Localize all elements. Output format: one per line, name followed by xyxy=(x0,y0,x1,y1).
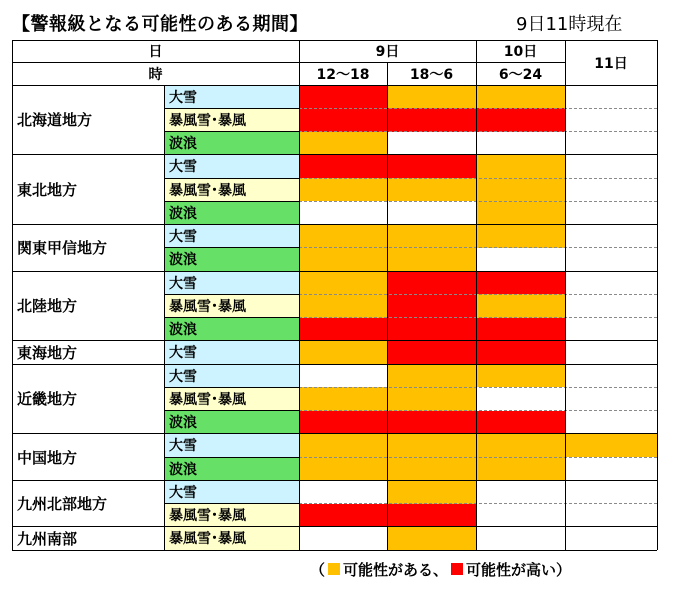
level-cell-possible xyxy=(565,434,657,457)
legend-possible-label: 可能性がある、 xyxy=(343,560,449,579)
time-column-divider xyxy=(387,62,388,550)
phenomenon-divider xyxy=(164,108,299,109)
level-cell-none xyxy=(565,178,657,201)
label-area-divider xyxy=(299,40,300,550)
level-cell-none xyxy=(476,387,565,410)
level-cell-none xyxy=(299,527,387,550)
level-cell-high xyxy=(299,504,387,527)
phenomenon-label: 暴風雪･暴風 xyxy=(164,178,299,201)
level-cell-none xyxy=(565,341,657,364)
header xyxy=(0,0,680,40)
level-cell-high xyxy=(299,318,387,341)
level-cell-none xyxy=(299,364,387,387)
header-bottom-border xyxy=(12,85,657,86)
level-cell-high xyxy=(476,271,565,294)
level-cell-possible xyxy=(387,434,476,457)
level-cell-high xyxy=(387,318,476,341)
phenomenon-label: 大雪 xyxy=(164,341,299,364)
row-divider-dashed xyxy=(299,108,657,109)
level-cell-none xyxy=(476,527,565,550)
level-cell-none xyxy=(565,132,657,155)
header-day-9: 9日 xyxy=(375,44,400,60)
phenomenon-label: 波浪 xyxy=(164,132,299,155)
level-cell-possible xyxy=(299,271,387,294)
level-cell-possible xyxy=(476,85,565,108)
region-name: 九州北部地方 xyxy=(17,495,108,513)
level-cell-none xyxy=(565,411,657,434)
region-divider xyxy=(12,340,657,341)
phenomenon-divider xyxy=(164,457,299,458)
level-cell-none xyxy=(387,201,476,224)
row-divider-dashed xyxy=(299,317,657,318)
level-cell-none xyxy=(565,504,657,527)
level-cell-possible xyxy=(476,178,565,201)
phenomenon-label: 大雪 xyxy=(164,225,299,248)
region-divider xyxy=(12,154,657,155)
phenomenon-divider xyxy=(164,317,299,318)
phenomenon-divider xyxy=(164,410,299,411)
level-cell-possible xyxy=(476,294,565,317)
region-divider xyxy=(12,526,657,527)
level-cell-none xyxy=(565,527,657,550)
level-cell-none xyxy=(565,294,657,317)
page-title: 【警報級となる可能性のある期間】 xyxy=(12,14,308,35)
level-cell-possible xyxy=(387,178,476,201)
legend-high-label: 可能性が高い） xyxy=(466,560,572,579)
region-divider xyxy=(12,480,657,481)
table-border-left xyxy=(12,40,13,550)
level-cell-high xyxy=(299,85,387,108)
phenomenon-label: 波浪 xyxy=(164,318,299,341)
phenomenon-label: 暴風雪･暴風 xyxy=(164,387,299,410)
row-divider-dashed xyxy=(299,457,657,458)
phenomenon-divider xyxy=(164,201,299,202)
region-name: 近畿地方 xyxy=(17,390,78,409)
phenomenon-label: 波浪 xyxy=(164,248,299,271)
level-cell-none xyxy=(565,85,657,108)
header-time-slot: 6～24 xyxy=(498,66,543,83)
row-divider-dashed xyxy=(299,247,657,248)
phenomenon-divider xyxy=(164,178,299,179)
phenomenon-label: 大雪 xyxy=(164,364,299,387)
level-cell-possible xyxy=(476,201,565,224)
level-cell-none xyxy=(476,248,565,271)
level-cell-high xyxy=(476,318,565,341)
level-cell-possible xyxy=(387,248,476,271)
level-cell-high xyxy=(387,341,476,364)
level-cell-high xyxy=(387,155,476,178)
phenomenon-label: 大雪 xyxy=(164,155,299,178)
level-cell-possible xyxy=(387,457,476,480)
phenomenon-label: 暴風雪･暴風 xyxy=(164,108,299,131)
legend xyxy=(310,554,680,584)
level-cell-none xyxy=(476,504,565,527)
row-divider-dashed xyxy=(299,294,657,295)
phenomenon-label: 波浪 xyxy=(164,457,299,480)
level-cell-possible xyxy=(476,155,565,178)
region-name: 北陸地方 xyxy=(17,297,78,316)
level-cell-none xyxy=(565,201,657,224)
level-cell-possible xyxy=(299,225,387,248)
level-cell-none xyxy=(299,480,387,503)
row-divider-dashed xyxy=(299,503,657,504)
phenomenon-label: 暴風雪･暴風 xyxy=(164,504,299,527)
region-phenomenon-divider xyxy=(164,85,165,550)
level-cell-high xyxy=(387,271,476,294)
day-divider xyxy=(565,40,566,550)
phenomenon-divider xyxy=(164,503,299,504)
level-cell-possible xyxy=(476,457,565,480)
level-cell-possible xyxy=(476,364,565,387)
header-time-label: 時 xyxy=(148,66,163,83)
header-day-10: 10日 xyxy=(503,44,538,60)
level-cell-possible xyxy=(299,387,387,410)
level-cell-possible xyxy=(299,457,387,480)
header-day-11: 11日 xyxy=(594,55,628,72)
level-cell-high xyxy=(387,294,476,317)
row-divider-dashed xyxy=(299,387,657,388)
legend-open-paren: （ xyxy=(310,560,326,579)
level-cell-none xyxy=(565,457,657,480)
header-time-slot: 12～18 xyxy=(316,66,370,83)
level-cell-possible xyxy=(299,294,387,317)
level-cell-none xyxy=(476,480,565,503)
header-divider xyxy=(12,62,565,63)
level-cell-possible xyxy=(476,434,565,457)
level-cell-none xyxy=(476,132,565,155)
phenomenon-label: 大雪 xyxy=(164,85,299,108)
level-cell-none xyxy=(387,132,476,155)
level-cell-none xyxy=(565,318,657,341)
phenomenon-label: 暴風雪･暴風 xyxy=(164,527,299,550)
level-cell-none xyxy=(565,364,657,387)
level-cell-possible xyxy=(387,85,476,108)
row-divider-dashed xyxy=(299,410,657,411)
phenomenon-divider xyxy=(164,131,299,132)
table-border-top xyxy=(12,40,657,41)
level-cell-none xyxy=(565,155,657,178)
level-cell-high xyxy=(387,108,476,131)
region-divider xyxy=(12,433,657,434)
region-name: 九州南部 xyxy=(17,529,78,548)
level-cell-possible xyxy=(299,248,387,271)
level-cell-none xyxy=(565,271,657,294)
region-divider xyxy=(12,271,657,272)
level-cell-none xyxy=(565,108,657,131)
header-day-label: 日 xyxy=(148,44,163,60)
region-name: 東北地方 xyxy=(17,181,78,200)
region-name: 関東甲信地方 xyxy=(17,239,108,258)
level-cell-high xyxy=(476,341,565,364)
phenomenon-label: 波浪 xyxy=(164,411,299,434)
level-cell-possible xyxy=(299,341,387,364)
row-divider-dashed xyxy=(299,178,657,179)
level-cell-possible xyxy=(387,364,476,387)
legend-possible-swatch xyxy=(328,563,340,575)
level-cell-none xyxy=(299,201,387,224)
level-cell-possible xyxy=(299,178,387,201)
level-cell-high xyxy=(299,155,387,178)
level-cell-none xyxy=(565,248,657,271)
level-cell-high xyxy=(299,411,387,434)
region-name: 中国地方 xyxy=(17,448,78,467)
table-border-bottom xyxy=(12,550,657,551)
level-cell-none xyxy=(565,387,657,410)
phenomenon-label: 大雪 xyxy=(164,271,299,294)
phenomenon-label: 大雪 xyxy=(164,480,299,503)
header-time-slot: 18～6 xyxy=(409,66,454,83)
level-cell-none xyxy=(565,225,657,248)
level-cell-possible xyxy=(387,387,476,410)
level-cell-possible xyxy=(299,132,387,155)
level-cell-high xyxy=(476,411,565,434)
update-timestamp: 9日11時現在 xyxy=(516,14,623,35)
level-cell-possible xyxy=(387,480,476,503)
legend-high-swatch xyxy=(451,563,463,575)
level-cell-possible xyxy=(387,527,476,550)
day-divider xyxy=(476,40,477,550)
level-cell-possible xyxy=(476,225,565,248)
phenomenon-label: 大雪 xyxy=(164,434,299,457)
row-divider-dashed xyxy=(299,131,657,132)
warning-period-table xyxy=(12,40,657,553)
level-cell-possible xyxy=(299,434,387,457)
region-divider xyxy=(12,364,657,365)
row-divider-dashed xyxy=(299,201,657,202)
phenomenon-label: 波浪 xyxy=(164,201,299,224)
region-name: 北海道地方 xyxy=(17,111,93,130)
region-divider xyxy=(12,224,657,225)
level-cell-high xyxy=(387,411,476,434)
phenomenon-label: 暴風雪･暴風 xyxy=(164,294,299,317)
phenomenon-divider xyxy=(164,294,299,295)
phenomenon-divider xyxy=(164,387,299,388)
level-cell-none xyxy=(565,480,657,503)
level-cell-high xyxy=(387,504,476,527)
level-cell-high xyxy=(476,108,565,131)
phenomenon-divider xyxy=(164,247,299,248)
region-name: 東海地方 xyxy=(17,343,78,362)
level-cell-possible xyxy=(387,225,476,248)
level-cell-high xyxy=(299,108,387,131)
table-border-right xyxy=(657,40,658,550)
